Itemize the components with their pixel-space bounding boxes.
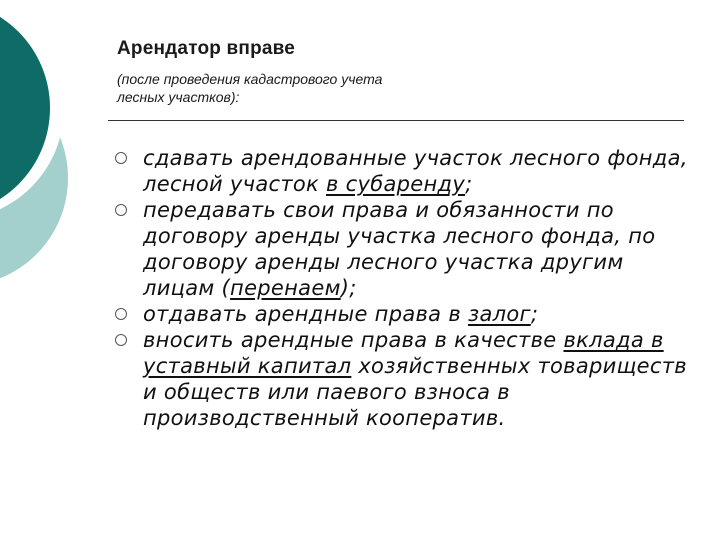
circle-bullet-icon — [115, 334, 127, 346]
slide-subtitle — [117, 70, 517, 106]
rights-list — [115, 145, 695, 431]
decorative-circles — [0, 0, 120, 300]
item-underlined-term: вклада в уставный капитал — [143, 328, 664, 378]
subtitle-line-1: (после проведения кадастрового учета — [117, 71, 383, 87]
title-divider — [108, 120, 684, 121]
item-text-end: ; — [465, 172, 473, 196]
item-underlined-term: перенаем — [230, 276, 341, 300]
circle-bullet-icon — [115, 152, 127, 164]
item-text-end: хозяйственных товариществ и обществ или паевого взноса в производственный кооператив. — [143, 354, 687, 430]
item-underlined-term: залог — [467, 302, 531, 326]
subtitle-line-2: лесных участков): — [117, 89, 240, 105]
item-text: сдавать арендованные участок лесного фонда, лесной участок — [143, 146, 688, 196]
list-item — [115, 301, 695, 327]
item-text: отдавать арендные права в — [143, 302, 468, 326]
item-text: передавать свои права и обязанности по договору аренды участка лесного фонда, по договору аренды лесного участка другим лицам ( — [143, 198, 656, 300]
slide-title: Арендатор вправе — [117, 38, 296, 59]
list-item — [115, 197, 695, 301]
list-item — [115, 327, 695, 431]
item-text-end: ); — [340, 276, 357, 300]
item-text-end: ; — [530, 302, 539, 326]
circle-bullet-icon — [115, 308, 127, 320]
item-text: вносить арендные права в качестве — [143, 328, 564, 352]
item-underlined-term: в субаренду — [325, 172, 466, 196]
circle-bullet-icon — [115, 204, 127, 216]
list-item — [115, 145, 695, 197]
